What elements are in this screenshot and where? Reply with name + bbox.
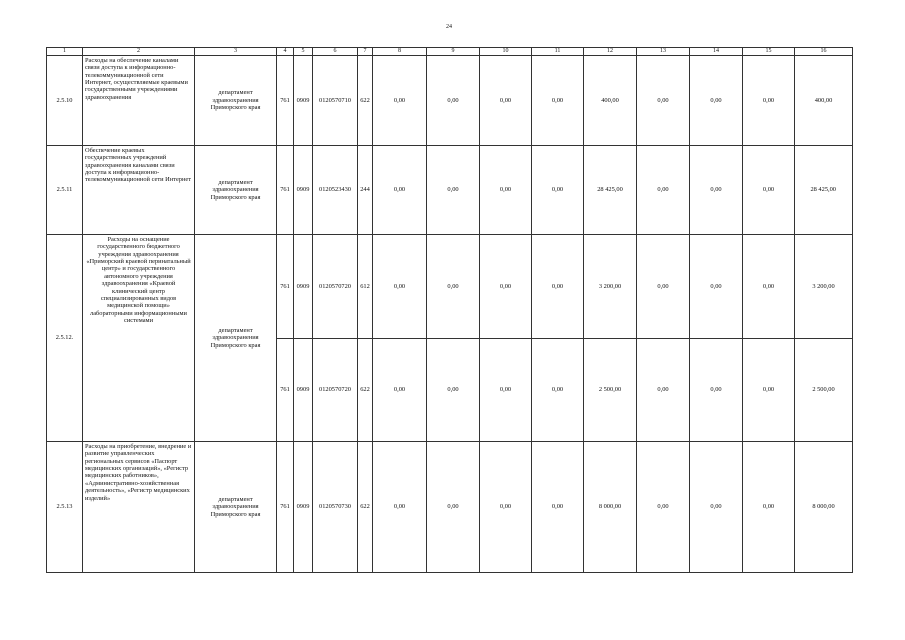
cell-c5: 0909: [294, 56, 313, 146]
cell-c14: 0,00: [690, 235, 743, 339]
cell-c8: 0,00: [373, 146, 427, 235]
header-row: [47, 48, 853, 56]
header-cell: 11: [532, 48, 584, 56]
cell-c6: 0120523430: [313, 146, 358, 235]
header-cell: 5: [294, 48, 313, 56]
cell-c4: 761: [277, 235, 294, 339]
cell-c7: 622: [358, 442, 373, 573]
cell-c16: 2 500,00: [795, 339, 853, 442]
cell-c6: 0120570720: [313, 235, 358, 339]
cell-c15: 0,00: [743, 56, 795, 146]
cell-c10: 0,00: [480, 339, 532, 442]
row-description: Расходы на приобретение, внедрение и развитие управленческих региональных сервисов «Паспорт медицинских организаций», «Регистр медицинских работников», «Административно-хозяйственная деятельность», «Регистр медицинских изделий»: [83, 442, 195, 573]
cell-c8: 0,00: [373, 442, 427, 573]
cell-c14: 0,00: [690, 146, 743, 235]
cell-c12: 3 200,00: [584, 235, 637, 339]
cell-c16: 28 425,00: [795, 146, 853, 235]
cell-c11: 0,00: [532, 56, 584, 146]
header-cell: 15: [743, 48, 795, 56]
cell-c7: 244: [358, 146, 373, 235]
header-cell: 9: [427, 48, 480, 56]
cell-c15: 0,00: [743, 339, 795, 442]
cell-c16: 400,00: [795, 56, 853, 146]
cell-c9: 0,00: [427, 146, 480, 235]
cell-c9: 0,00: [427, 442, 480, 573]
cell-c9: 0,00: [427, 56, 480, 146]
cell-c10: 0,00: [480, 442, 532, 573]
header-cell: 14: [690, 48, 743, 56]
cell-c9: 0,00: [427, 339, 480, 442]
header-cell: 12: [584, 48, 637, 56]
cell-c8: 0,00: [373, 339, 427, 442]
cell-c14: 0,00: [690, 339, 743, 442]
header-cell: 1: [47, 48, 83, 56]
cell-c6: 0120570720: [313, 339, 358, 442]
page-number: 24: [446, 24, 452, 30]
row-department: департамент здравоохранения Приморского края: [195, 442, 277, 573]
cell-c5: 0909: [294, 235, 313, 339]
header-cell: 2: [83, 48, 195, 56]
header-cell: 4: [277, 48, 294, 56]
cell-c5: 0909: [294, 146, 313, 235]
table-row: [47, 442, 853, 573]
cell-c8: 0,00: [373, 235, 427, 339]
cell-c14: 0,00: [690, 442, 743, 573]
cell-c12: 2 500,00: [584, 339, 637, 442]
row-description: Обеспечение краевых государственных учреждений здравоохранения каналами связи доступа к информационно-телекоммуникационной сети Интернет: [83, 146, 195, 235]
table-row: [47, 235, 853, 339]
cell-c16: 3 200,00: [795, 235, 853, 339]
header-cell: 10: [480, 48, 532, 56]
cell-c12: 28 425,00: [584, 146, 637, 235]
cell-c11: 0,00: [532, 146, 584, 235]
cell-c8: 0,00: [373, 56, 427, 146]
row-number: 2.5.10: [47, 56, 83, 146]
header-cell: 16: [795, 48, 853, 56]
row-description: Расходы на оснащение государственного бюджетного учреждения здравоохранения «Приморский краевой перинатальный центр» и государственного автономного учреждения здравоохранения «Краевой клинический центр специализированных видов медицинской помощи» лабораторными информационными системами: [83, 235, 195, 442]
header-cell: 6: [313, 48, 358, 56]
cell-c10: 0,00: [480, 146, 532, 235]
cell-c7: 622: [358, 56, 373, 146]
cell-c4: 761: [277, 442, 294, 573]
cell-c15: 0,00: [743, 146, 795, 235]
cell-c11: 0,00: [532, 235, 584, 339]
row-number: 2.5.11: [47, 146, 83, 235]
cell-c4: 761: [277, 339, 294, 442]
header-cell: 8: [373, 48, 427, 56]
cell-c6: 0120570730: [313, 442, 358, 573]
cell-c9: 0,00: [427, 235, 480, 339]
header-cell: 7: [358, 48, 373, 56]
cell-c12: 8 000,00: [584, 442, 637, 573]
cell-c16: 8 000,00: [795, 442, 853, 573]
cell-c13: 0,00: [637, 442, 690, 573]
budget-table: [46, 47, 853, 573]
cell-c10: 0,00: [480, 56, 532, 146]
cell-c11: 0,00: [532, 339, 584, 442]
cell-c10: 0,00: [480, 235, 532, 339]
cell-c13: 0,00: [637, 146, 690, 235]
row-department: департамент здравоохранения Приморского края: [195, 56, 277, 146]
cell-c5: 0909: [294, 442, 313, 573]
table-row: [47, 56, 853, 146]
table-row: [47, 146, 853, 235]
cell-c7: 612: [358, 235, 373, 339]
cell-c7: 622: [358, 339, 373, 442]
cell-c15: 0,00: [743, 235, 795, 339]
cell-c11: 0,00: [532, 442, 584, 573]
cell-c15: 0,00: [743, 442, 795, 573]
cell-c14: 0,00: [690, 56, 743, 146]
cell-c4: 761: [277, 56, 294, 146]
cell-c5: 0909: [294, 339, 313, 442]
cell-c13: 0,00: [637, 339, 690, 442]
cell-c13: 0,00: [637, 56, 690, 146]
row-department: департамент здравоохранения Приморского края: [195, 146, 277, 235]
header-cell: 13: [637, 48, 690, 56]
row-description: Расходы на обеспечение каналами связи доступа к информационно-телекоммуникационной сети Интернет, осуществляемые краевыми государственными учреждениями здравоохранения: [83, 56, 195, 146]
cell-c12: 400,00: [584, 56, 637, 146]
row-department: департамент здравоохранения Приморского края: [195, 235, 277, 442]
cell-c13: 0,00: [637, 235, 690, 339]
row-number: 2.5.13: [47, 442, 83, 573]
cell-c4: 761: [277, 146, 294, 235]
cell-c6: 0120570710: [313, 56, 358, 146]
row-number: 2.5.12.: [47, 235, 83, 442]
header-cell: 3: [195, 48, 277, 56]
